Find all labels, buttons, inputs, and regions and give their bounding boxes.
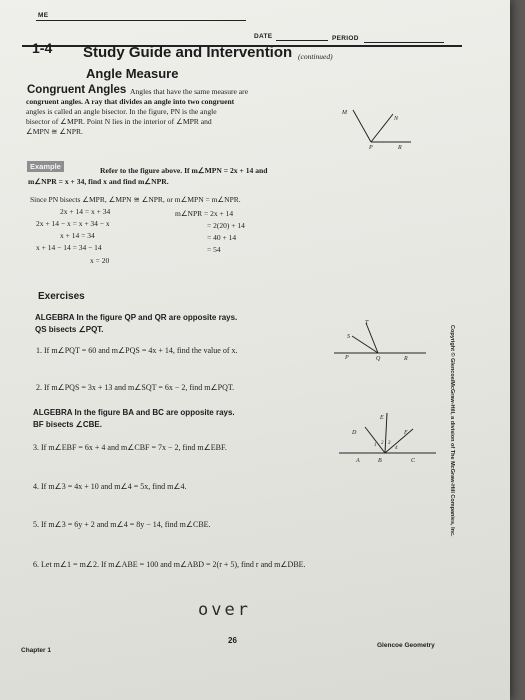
congruent-text-line1: Angles that have the same measure are — [130, 87, 249, 96]
congruent-text-line4: bisector of ∠MPR. Point N lies in the interior of ∠MPR and — [26, 117, 212, 126]
fig2-angle-2: 2 — [381, 441, 384, 446]
step-right-3: = 40 + 14 — [207, 233, 237, 242]
fig2-label-b: B — [378, 458, 382, 464]
example-line2: m∠NPR = x + 34, find x and find m∠NPR. — [28, 177, 169, 186]
footer-publisher: Glencoe Geometry — [377, 642, 435, 649]
step-right-4: = 54 — [207, 245, 221, 254]
angle-bisector-figure — [345, 100, 415, 152]
fig2-label-f: F — [404, 430, 408, 436]
exercise-4: 4. If m∠3 = 4x + 10 and m∠4 = 5x, find m∠4. — [33, 482, 187, 491]
group1-line1: ALGEBRA In the figure QP and QR are opposite rays. — [35, 313, 238, 322]
page-title: Study Guide and Intervention — [83, 44, 293, 61]
congruent-text-line5: ∠MPN ≅ ∠NPR. — [26, 127, 83, 136]
step-left-5: x = 20 — [90, 256, 110, 265]
date-line — [276, 40, 328, 41]
name-label: ME — [38, 12, 49, 19]
exercise-3: 3. If m∠EBF = 6x + 4 and m∠CBF = 7x − 2, find m∠EBF. — [33, 443, 227, 452]
step-right-1: m∠NPR = 2x + 14 — [175, 209, 234, 218]
period-line — [364, 42, 444, 43]
fig2-angle-1: 1 — [374, 443, 377, 448]
handwritten-note: over — [198, 600, 251, 620]
fig-label-m: M — [342, 110, 347, 116]
fig2-label-c: C — [411, 458, 416, 464]
fig2-label-d: D — [352, 430, 357, 436]
example-line1: Refer to the figure above. If m∠MPN = 2x + 14 and — [100, 166, 268, 175]
step-left-4: x + 14 − 14 = 34 − 14 — [36, 243, 102, 252]
step-left-1: 2x + 14 = x + 34 — [60, 207, 111, 216]
congruent-text-line2: congruent angles. A ray that divides an angle into two congruent — [26, 97, 235, 106]
fig1-label-r: R — [404, 356, 408, 362]
step-left-2: 2x + 14 − x = x + 34 − x — [36, 219, 110, 228]
example-tag: Example — [27, 161, 64, 172]
group1-line2: QS bisects ∠PQT. — [35, 325, 104, 334]
fig1-label-q: Q — [376, 356, 381, 362]
copyright-notice: Copyright © Glencoe/McGraw-Hill, a division of The McGraw-Hill Companies, Inc. — [449, 325, 455, 537]
step-left-3: x + 14 = 34 — [60, 231, 95, 240]
group2-line1: ALGEBRA In the figure BA and BC are opposite rays. — [33, 408, 235, 417]
section-heading-congruent: Congruent Angles — [27, 84, 127, 96]
fig1-label-t: T — [365, 320, 369, 326]
figure-opposite-rays-abc — [335, 407, 440, 462]
fig-label-p: P — [369, 145, 373, 151]
name-line — [36, 20, 246, 21]
fig2-label-e: E — [380, 415, 384, 421]
exercise-6: 6. Let m∠1 = m∠2. If m∠ABE = 100 and m∠ABD = 2(r + 5), find r and m∠DBE. — [33, 560, 306, 569]
congruent-text-line3: angles is called an angle bisector. In the figure, PN is the angle — [26, 107, 217, 116]
fig-label-n: N — [394, 116, 399, 122]
exercises-heading: Exercises — [38, 291, 85, 302]
exercise-2: 2. If m∠PQS = 3x + 13 and m∠SQT = 6x − 2, find m∠PQT. — [36, 383, 235, 392]
exercise-5: 5. If m∠3 = 6y + 2 and m∠4 = 8y − 14, find m∠CBE. — [33, 520, 211, 529]
footer-chapter: Chapter 1 — [21, 647, 51, 654]
period-label: PERIOD — [332, 35, 359, 42]
fig2-angle-3: 3 — [388, 441, 391, 446]
page-subtitle: Angle Measure — [86, 66, 179, 81]
exercise-1: 1. If m∠PQT = 60 and m∠PQS = 4x + 14, find the value of x. — [36, 346, 238, 355]
fig1-label-p: P — [345, 355, 349, 361]
step-right-2: = 2(20) + 14 — [207, 221, 245, 230]
fig2-label-a: A — [356, 458, 360, 464]
example-since: Since PN bisects ∠MPR, ∠MPN ≅ ∠NPR, or m∠MPN = m∠NPR. — [30, 195, 241, 204]
continued-label: (continued) — [298, 52, 333, 61]
fig2-angle-4: 4 — [395, 446, 398, 451]
lesson-number: 1-4 — [32, 40, 53, 56]
footer-page-number: 26 — [228, 636, 237, 645]
fig-label-r: R — [398, 145, 402, 151]
fig1-label-s: S — [347, 334, 350, 340]
group2-line2: BF bisects ∠CBE. — [33, 420, 102, 429]
date-label: DATE — [254, 33, 273, 40]
